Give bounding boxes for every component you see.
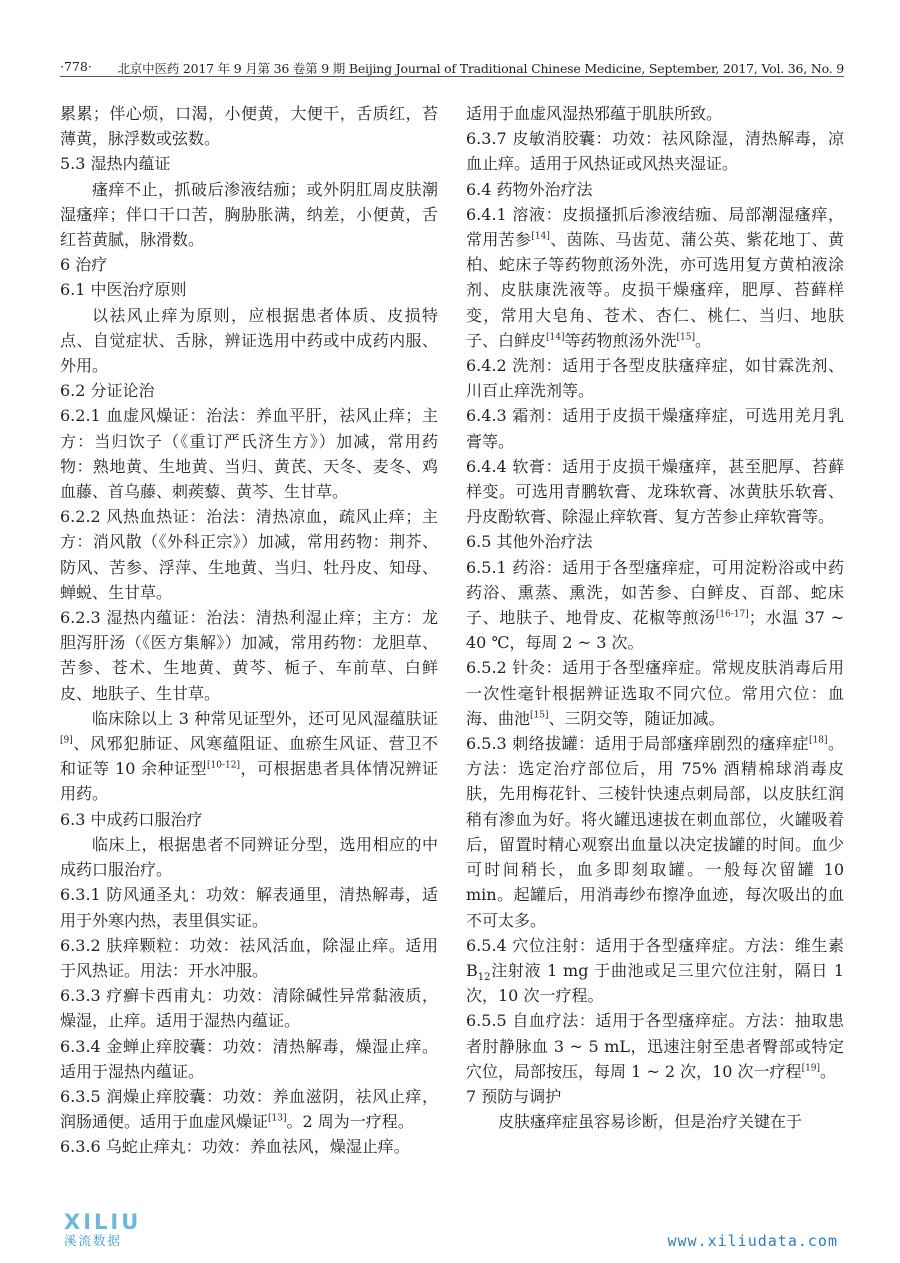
running-header	[60, 56, 844, 77]
citation: [15]	[676, 332, 695, 343]
section-heading: 7 预防与调护	[466, 1086, 562, 1106]
paragraph: 6.3.6 乌蛇止痒丸：功效：养血祛风，燥湿止痒。	[60, 1137, 410, 1157]
paragraph: 累累；伴心烦，口渴，小便黄，大便干，舌质红，苔薄黄，脉浮数或弦数。	[60, 104, 438, 149]
paragraph: 6.3.3 疗癣卡西甫丸：功效：清除碱性异常黏液质，燥湿，止痒。适用于湿热内蕴证。	[60, 986, 438, 1031]
paragraph: 6.2.3 湿热内蕴证：治法：清热利湿止痒；主方：龙胆泻肝汤（《医方集解》）加减，常用药物：龙胆草、苦参、苍术、生地黄、黄芩、栀子、车前草、白鲜皮、地肤子、生甘草。	[60, 608, 438, 703]
paragraph: 临床上，根据患者不同辨证分型，选用相应的中成药口服治疗。	[60, 834, 438, 880]
paragraph: 6.3.2 肤痒颗粒：功效：祛风活血，除湿止痒。适用于风热证。用法：开水冲服。	[60, 935, 438, 980]
section-heading: 6.1 中医治疗原则	[60, 280, 187, 300]
right-column	[466, 101, 844, 1134]
paragraph: 6.3.4 金蝉止痒胶囊：功效：清热解毒，燥湿止痒。适用于湿热内蕴证。	[60, 1036, 438, 1081]
citation: [14]	[546, 332, 565, 343]
paragraph: 皮肤瘙痒症虽容易诊断，但是治疗关键在于	[498, 1112, 803, 1132]
section-heading: 5.3 湿热内蕴证	[60, 154, 171, 174]
section-heading: 6.4 药物外治疗法	[466, 179, 593, 199]
section-heading: 6.3 中成药口服治疗	[60, 809, 203, 829]
paragraph: 适用于血虚风湿热邪蕴于肌肤所致。	[466, 104, 723, 123]
paragraph: 临床除以上 3 种常见证型外，还可见风湿蕴肤证[9]、风邪犯肺证、风寒蕴阻证、血瘀生风证、营卫不和证等 10 余种证型[10-12]，可根据患者具体情况辨证用药。	[60, 708, 438, 804]
paragraph: 6.4.3 霜剂：适用于皮损干燥瘙痒症，可选用羌月乳膏等。	[466, 406, 844, 451]
footer-url: www.xiliudata.com	[667, 1232, 838, 1250]
journal-citation-line: 北京中医药 2017 年 9 月第 36 卷第 9 期 Beijing Journal of Traditional Chinese Medicine, September, 2017, Vol. 36, No. 9	[117, 61, 844, 76]
paragraph: 6.3.5 润燥止痒胶囊：功效：养血滋阴，祛风止痒，润肠通便。适用于血虚风燥证[13]。2 周为一疗程。	[60, 1086, 438, 1132]
section-heading: 6.5 其他外治疗法	[466, 532, 593, 552]
logo-chinese-name: 溪流数据	[64, 1233, 123, 1248]
paragraph: 瘙痒不止，抓破后渗液结痂；或外阴肛周皮肤潮湿瘙痒；伴口干口苦，胸胁胀满，纳差，小便黄，舌红苔黄腻，脉滑数。	[60, 179, 438, 250]
xiliu-logo	[64, 1212, 184, 1252]
citation: [10-12]	[207, 760, 240, 771]
paragraph: 6.3.7 皮敏消胶囊：功效：祛风除湿，清热解毒，凉血止痒。适用于风热证或风热夹湿证。	[466, 129, 844, 174]
paragraph: 6.5.5 自血疗法：适用于各型瘙痒症。方法：抽取患者肘静脉血 3 ~ 5 mL，迅速注射至患者臀部或特定穴位，局部按压，每周 1 ~ 2 次，10 次一疗程[19]。	[466, 1011, 844, 1081]
paragraph: 6.5.1 药浴：适用于各型瘙痒症，可用淀粉浴或中药药浴、熏蒸、熏洗，如苦参、白鲜皮、百部、蛇床子、地肤子、地骨皮、花椒等煎汤[16-17]；水温 37 ~ 40 ℃，每周 2 ~ 3 次。	[466, 557, 844, 653]
citation: [18]	[809, 735, 828, 746]
paragraph: 以祛风止痒为原则，应根据患者体质、皮损特点、自觉症状、舌脉，辨证选用中药或中成药内服、外用。	[60, 305, 438, 376]
page-number: ·778·	[60, 59, 92, 74]
citation: [15]	[530, 710, 549, 721]
citation: [16-17]	[715, 609, 749, 620]
citation: [9]	[60, 735, 73, 746]
paragraph: 6.5.2 针灸：适用于各型瘙痒症。常规皮肤消毒后用一次性毫针根据辨证选取不同穴位。常用穴位：血海、曲池[15]、三阴交等，随证加减。	[466, 658, 844, 728]
logo-wordmark: XILIU	[64, 1210, 142, 1234]
paragraph: 6.4.2 洗剂：适用于各型皮肤瘙痒症，如甘霖洗剂、川百止痒洗剂等。	[466, 356, 844, 401]
paragraph: 6.5.3 刺络拔罐：适用于局部瘙痒剧烈的瘙痒症[18]。方法：选定治疗部位后，用 75% 酒精棉球消毒皮肤，先用梅花针、三棱针快速点刺局部，以皮肤红润稍有渗血为好。将火罐迅速拔在刺血部位，火罐吸着后，留置时精心观察出血量以决定拔罐的时间。血少可时间稍长，血多即刻取罐。一般每次留罐 10 min。起罐后，用消毒纱布擦净血迹，每次吸出的血不可太多。	[466, 734, 844, 930]
paragraph: 6.4.4 软膏：适用于皮损干燥瘙痒，甚至肥厚、苔藓样变。可选用青鹏软膏、龙珠软膏、冰黄肤乐软膏、丹皮酚软膏、除湿止痒软膏、复方苦参止痒软膏等。	[466, 456, 844, 527]
citation: [19]	[801, 1063, 821, 1074]
section-heading: 6 治疗	[60, 255, 108, 275]
section-heading: 6.2 分证论治	[60, 381, 155, 401]
paragraph: 6.2.2 风热血热证：治法：清热凉血，疏风止痒；主方：消风散（《外科正宗》）加减，常用药物：荆芥、防风、苦参、浮萍、生地黄、当归、牡丹皮、知母、蝉蜕、生甘草。	[60, 507, 438, 602]
paragraph: 6.2.1 血虚风燥证：治法：养血平肝，祛风止痒；主方：当归饮子（《重订严氏济生方》）加减，常用药物：熟地黄、生地黄、当归、黄芪、天冬、麦冬、鸡血藤、首乌藤、刺蒺藜、黄芩、生甘草。	[60, 406, 438, 502]
left-column	[60, 101, 438, 1160]
paragraph: 6.5.4 穴位注射：适用于各型瘙痒症。方法：维生素 $B_{12}$注射液 1 mg 于曲池或足三里穴位注射，隔日 1 次，10 次一疗程。	[466, 935, 844, 1006]
citation: [13]	[268, 1113, 287, 1124]
citation: [14]	[531, 231, 550, 242]
paragraph: 6.3.1 防风通圣丸：功效：解表通里，清热解毒，适用于外寒内热，表里俱实证。	[60, 885, 438, 930]
paragraph: 6.4.1 溶液：皮损搔抓后渗液结痂、局部潮湿瘙痒，常用苦参[14]、茵陈、马齿苋、蒲公英、紫花地丁、黄柏、蛇床子等药物煎汤外洗，亦可选用复方黄柏液涂剂、皮肤康洗液等。皮损干燥瘙痒，肥厚、苔藓样变，常用大皂角、苍术、杏仁、桃仁、当归、地肤子、白鲜皮[14]等药物煎汤外洗[15]。	[466, 204, 844, 350]
